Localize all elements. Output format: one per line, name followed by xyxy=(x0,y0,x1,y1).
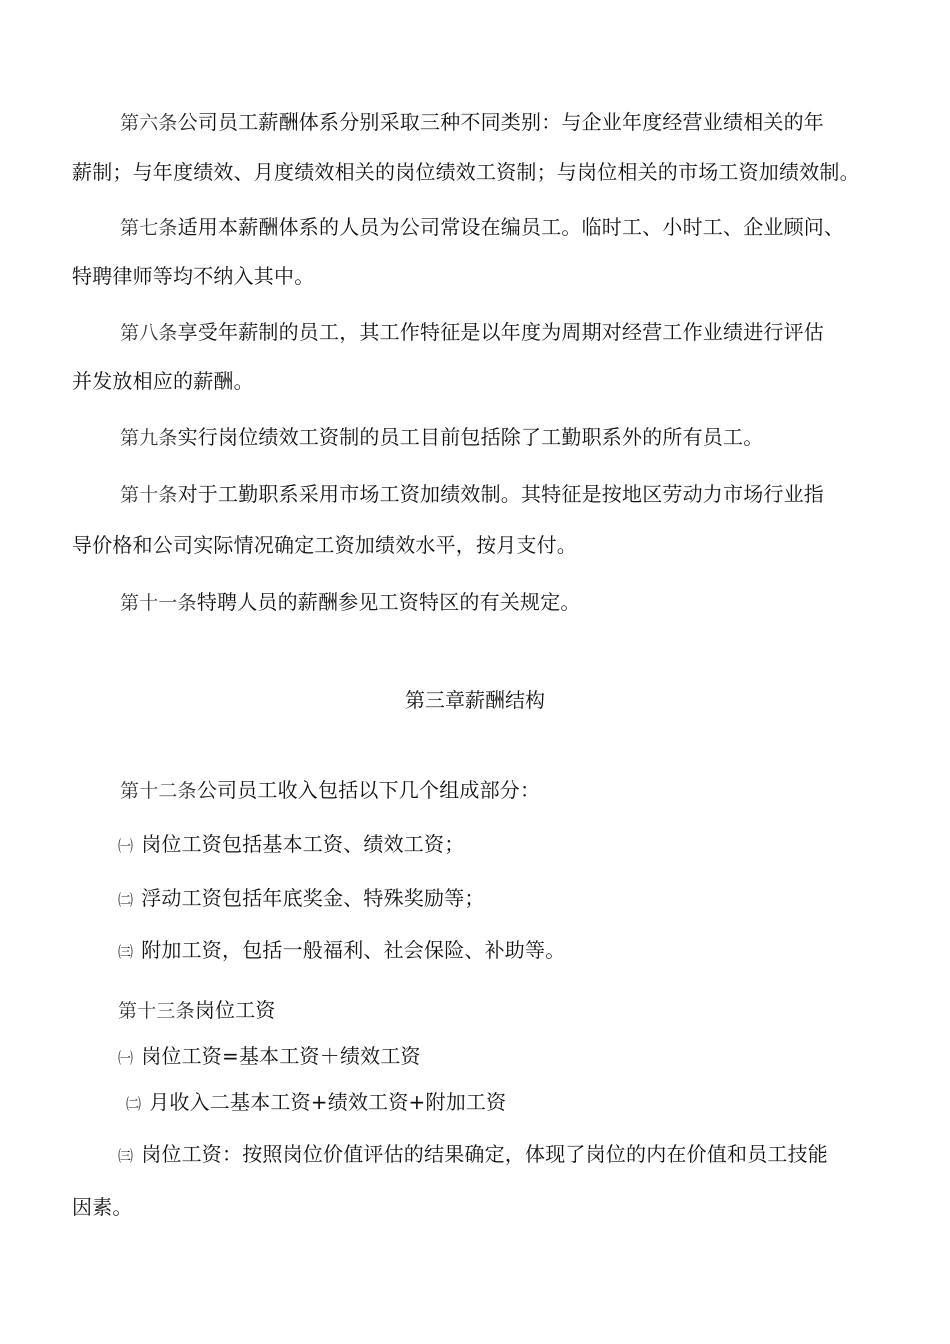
list-marker: ㈡ xyxy=(126,1095,142,1113)
article-12-item-1 xyxy=(118,832,464,858)
article-13-item-1 xyxy=(118,1044,421,1070)
article-10-line-2: 导价格和公司实际情况确定工资加绩效水平，按月支付。 xyxy=(72,533,577,557)
article-number: 第七条 xyxy=(120,217,178,239)
article-text: 享受年薪制的员工，其工作特征是以年度为周期对经营工作业绩进行评估 xyxy=(177,320,825,344)
chapter-title: 第三章薪酬结构 xyxy=(405,688,545,712)
list-marker: ㈢ xyxy=(118,943,134,961)
article-12-item-3 xyxy=(118,938,565,964)
article-13-title xyxy=(118,998,276,1023)
list-marker: ㈡ xyxy=(118,891,134,909)
list-item-text: 月收入二基本工资+绩效工资+附加工资 xyxy=(149,1090,507,1114)
article-12-intro xyxy=(120,778,540,803)
article-text: 特聘人员的薪酬参见工资特区的有关规定。 xyxy=(196,590,581,614)
article-text: 岗位工资 xyxy=(194,998,276,1022)
article-number: 第九条 xyxy=(120,427,178,449)
article-text: 对于工勤职系采用市场工资加绩效制。其特征是按地区劳动力市场行业指 xyxy=(177,482,825,506)
list-item-text: 岗位工资：按照岗位价值评估的结果确定，体现了岗位的内在价值和员工技能 xyxy=(141,1142,829,1166)
list-item-text: 浮动工资包括年底奖金、特殊奖励等； xyxy=(141,886,485,910)
list-marker: ㈠ xyxy=(118,1049,134,1067)
article-number: 第八条 xyxy=(120,322,178,344)
article-9-line-1 xyxy=(120,425,763,450)
article-8-line-1 xyxy=(120,320,824,345)
article-text: 公司员工收入包括以下几个组成部分： xyxy=(196,778,541,802)
article-10-line-1 xyxy=(120,482,824,507)
article-number: 第十三条 xyxy=(118,1000,195,1022)
article-7-line-1 xyxy=(120,215,844,240)
list-item-text: 附加工资，包括一般福利、社会保险、补助等。 xyxy=(141,938,566,962)
article-number: 第十一条 xyxy=(120,592,197,614)
list-item-text: 岗位工资=基本工资＋绩效工资 xyxy=(141,1044,421,1068)
article-13-continuation: 因素。 xyxy=(72,1195,133,1219)
article-13-item-2 xyxy=(126,1090,506,1116)
list-marker: ㈠ xyxy=(118,837,134,855)
list-marker: ㈢ xyxy=(118,1147,134,1165)
article-text: 实行岗位绩效工资制的员工目前包括除了工勤职系外的所有员工。 xyxy=(177,425,764,449)
article-6-line-2: 薪制；与年度绩效、月度绩效相关的岗位绩效工资制；与岗位相关的市场工资加绩效制。 xyxy=(72,160,860,184)
list-item-text: 岗位工资包括基本工资、绩效工资； xyxy=(141,832,465,856)
article-6-line-1 xyxy=(120,110,824,135)
article-7-line-2: 特聘律师等均不纳入其中。 xyxy=(72,264,315,288)
article-number: 第十二条 xyxy=(120,780,197,802)
article-number: 第十条 xyxy=(120,484,178,506)
article-8-line-2: 并发放相应的薪酬。 xyxy=(72,369,254,393)
article-11-line-1 xyxy=(120,590,581,615)
article-number: 第六条 xyxy=(120,112,178,134)
article-text: 公司员工薪酬体系分别采取三种不同类别：与企业年度经营业绩相关的年 xyxy=(177,110,825,134)
article-text: 适用本薪酬体系的人员为公司常设在编员工。临时工、小时工、企业顾问、 xyxy=(177,215,845,239)
article-12-item-2 xyxy=(118,886,485,912)
article-13-item-3 xyxy=(118,1142,828,1168)
